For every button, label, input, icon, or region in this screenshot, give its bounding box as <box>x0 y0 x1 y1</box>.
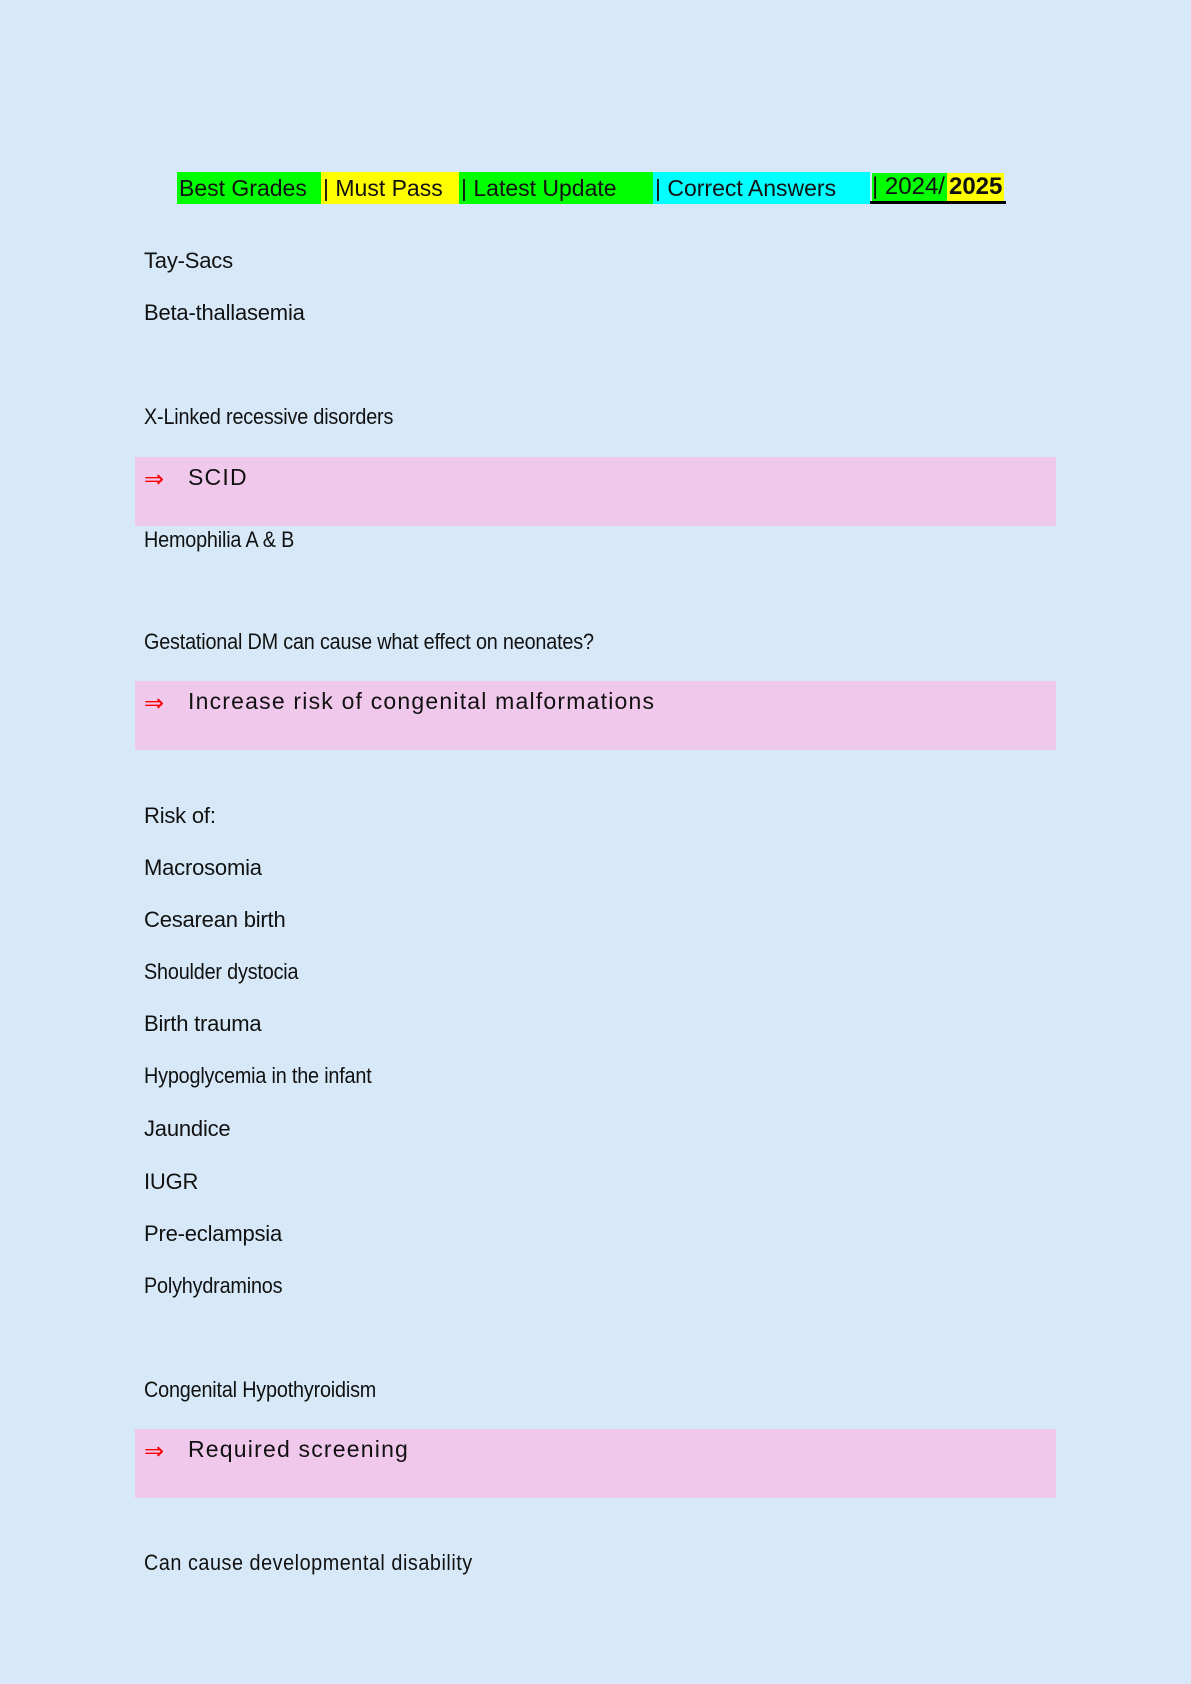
risk-item-birth-trauma: Birth trauma <box>144 1011 262 1036</box>
header-latest-update: | Latest Update <box>459 172 653 204</box>
answer-box-scid <box>135 457 1056 526</box>
text-tay-sacs: Tay-Sacs <box>144 248 233 273</box>
header-correct-answers: | Correct Answers <box>653 172 870 204</box>
answer-box-gdm <box>135 681 1056 750</box>
answer-text-gdm: Increase risk of congenital malformations <box>188 688 656 714</box>
answer-text-hypothyroidism: Required screening <box>188 1436 410 1462</box>
question-congenital-hypothyroidism: Congenital Hypothyroidism <box>144 1377 377 1402</box>
question-gestational-dm: Gestational DM can cause what effect on neonates? <box>144 629 594 654</box>
header-year-end: 2025 <box>948 172 1003 200</box>
header-best-grades: Best Grades <box>177 172 321 204</box>
risk-item-jaundice: Jaundice <box>144 1116 231 1141</box>
text-developmental-disability: Can cause developmental disability <box>144 1550 473 1575</box>
risk-item-shoulder-dystocia: Shoulder dystocia <box>144 959 299 984</box>
header-year-start: | 2024/ <box>872 172 945 200</box>
text-hemophilia: Hemophilia A & B <box>144 527 295 552</box>
header-must-pass: | Must Pass <box>321 172 459 204</box>
answer-box-hypothyroidism <box>135 1429 1056 1498</box>
answer-text-scid: SCID <box>188 464 248 490</box>
risk-item-macrosomia: Macrosomia <box>144 855 262 880</box>
risk-item-iugr: IUGR <box>144 1169 199 1194</box>
arrow-icon: ⇒ <box>144 465 165 493</box>
text-beta-thallasemia: Beta-thallasemia <box>144 300 305 325</box>
risk-item-hypoglycemia: Hypoglycemia in the infant <box>144 1063 372 1088</box>
risk-item-pre-eclampsia: Pre-eclampsia <box>144 1221 283 1246</box>
arrow-icon: ⇒ <box>144 689 165 717</box>
question-x-linked: X-Linked recessive disorders <box>144 404 394 429</box>
risk-item-polyhydraminos: Polyhydraminos <box>144 1273 283 1298</box>
text-risk-of: Risk of: <box>144 803 216 828</box>
header-banner <box>177 172 1006 204</box>
arrow-icon: ⇒ <box>144 1437 165 1465</box>
header-year <box>870 172 1006 204</box>
risk-item-cesarean: Cesarean birth <box>144 907 286 932</box>
